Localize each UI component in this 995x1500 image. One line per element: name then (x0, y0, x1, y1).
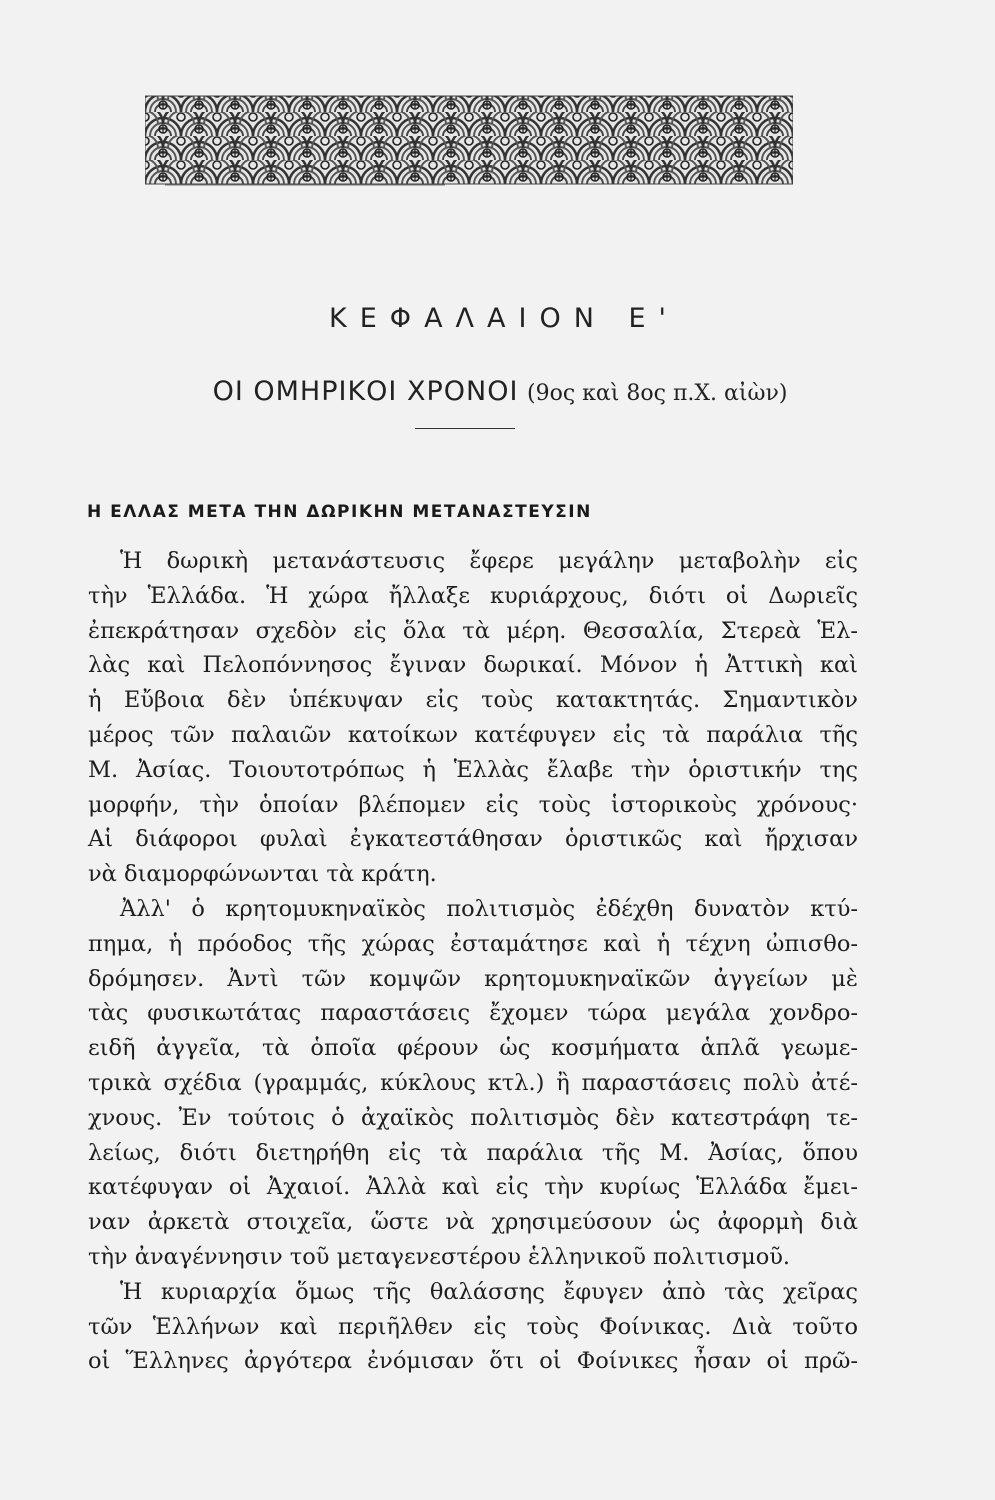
text-line: μέρος τῶν παλαιῶν κατοίκων κατέφυγεν εἰς τὰ παράλια τῆς (88, 721, 858, 748)
chapter-label: ΚΕΦΑΛΑΙΟΝ Ε' (329, 303, 679, 334)
text-line: πημα, ἡ πρόοδος τῆς χώρας ἐσταμάτησε καὶ ἡ τέχνη ὠπισθο- (88, 930, 858, 957)
scale-pattern-ornament (145, 88, 793, 188)
chapter-title-period: (9ος καὶ 8ος π.Χ. αἰὼν) (527, 381, 788, 406)
text-line: δρόμησεν. Ἀντὶ τῶν κομψῶν κρητομυκηναϊκῶν ἀγγείων μὲ (88, 965, 858, 992)
text-line: τὴν Ἑλλάδα. Ἡ χώρα ἤλλαξε κυριάρχους, διότι οἱ Δωριεῖς (88, 582, 858, 609)
text-line: ειδῆ ἀγγεῖα, τὰ ὁποῖα φέρουν ὡς κοσμήματα ἁπλᾶ γεωμε- (88, 1035, 858, 1062)
title-divider (415, 428, 515, 429)
text-line: Ἡ κυριαρχία ὅμως τῆς θαλάσσης ἔφυγεν ἀπὸ τὰς χεῖρας (120, 1278, 858, 1305)
body-text (88, 544, 858, 1379)
text-line: ἐπεκράτησαν σχεδὸν εἰς ὅλα τὰ μέρη. Θεσσαλία, Στερεὰ Ἑλ- (88, 617, 858, 644)
text-line: τῶν Ἑλλήνων καὶ περιῆλθεν εἰς τοὺς Φοίνικας. Διὰ τοῦτο (88, 1313, 858, 1340)
decorative-header-band (145, 88, 793, 188)
text-line: χνους. Ἐν τούτοις ὁ ἀχαϊκὸς πολιτισμὸς δὲν κατεστράφη τε- (88, 1104, 858, 1131)
text-line: λείως, διότι διετηρήθη εἰς τὰ παράλια τῆς Μ. Ἀσίας, ὅπου (88, 1139, 858, 1166)
section-heading: Η ΕΛΛΑΣ ΜΕΤΑ ΤΗΝ ΔΩΡΙΚΗΝ ΜΕΤΑΝΑΣΤΕΥΣΙΝ (87, 502, 592, 522)
text-line: νὰ διαμορφώνωνται τὰ κράτη. (88, 861, 437, 888)
text-line: κατέφυγαν οἱ Ἀχαιοί. Ἀλλὰ καὶ εἰς τὴν κυρίως Ἑλλάδα ἔμει- (88, 1174, 858, 1201)
text-line: λὰς καὶ Πελοπόννησος ἔγιναν δωρικαί. Μόνον ἡ Ἀττικὴ καὶ (88, 652, 858, 679)
text-line: τὰς φυσικωτάτας παραστάσεις ἔχομεν τώρα μεγάλα χονδρο- (88, 1000, 858, 1027)
text-line: τρικὰ σχέδια (γραμμάς, κύκλους κτλ.) ἢ παραστάσεις πολὺ ἀτέ- (88, 1069, 858, 1096)
text-line: μορφήν, τὴν ὁποίαν βλέπομεν εἰς τοὺς ἱστορικοὺς χρόνους· (88, 791, 858, 818)
text-line: τὴν ἀναγέννησιν τοῦ μεταγενεστέρου ἑλληνικοῦ πολιτισμοῦ. (88, 1243, 791, 1270)
chapter-title (150, 376, 850, 407)
text-line: Ἀλλ' ὁ κρητομυκηναϊκὸς πολιτισμὸς ἐδέχθη δυνατὸν κτύ- (120, 895, 858, 922)
text-line: Ἡ δωρικὴ μετανάστευσις ἔφερε μεγάλην μεταβολὴν εἰς (120, 548, 858, 574)
text-line: Μ. Ἀσίας. Τοιουτοτρόπως ἡ Ἑλλὰς ἔλαβε τὴν ὁριστικήν της (88, 756, 858, 783)
chapter-title-main: ΟΙ ΟΜΗΡΙΚΟΙ ΧΡΟΝΟΙ (212, 376, 519, 407)
text-line: οἱ Ἕλληνες ἀργότερα ἐνόμισαν ὅτι οἱ Φοίνικες ἦσαν οἱ πρῶ- (88, 1348, 858, 1375)
text-line: ναν ἀρκετὰ στοιχεῖα, ὥστε νὰ χρησιμεύσουν ὡς ἀφορμὴ διὰ (88, 1209, 858, 1236)
text-line: Αἱ διάφοροι φυλαὶ ἐγκατεστάθησαν ὁριστικῶς καὶ ἤρχισαν (88, 826, 858, 853)
text-line: ἡ Εὔβοια δὲν ὑπέκυψαν εἰς τοὺς κατακτητάς. Σημαντικὸν (88, 687, 858, 714)
